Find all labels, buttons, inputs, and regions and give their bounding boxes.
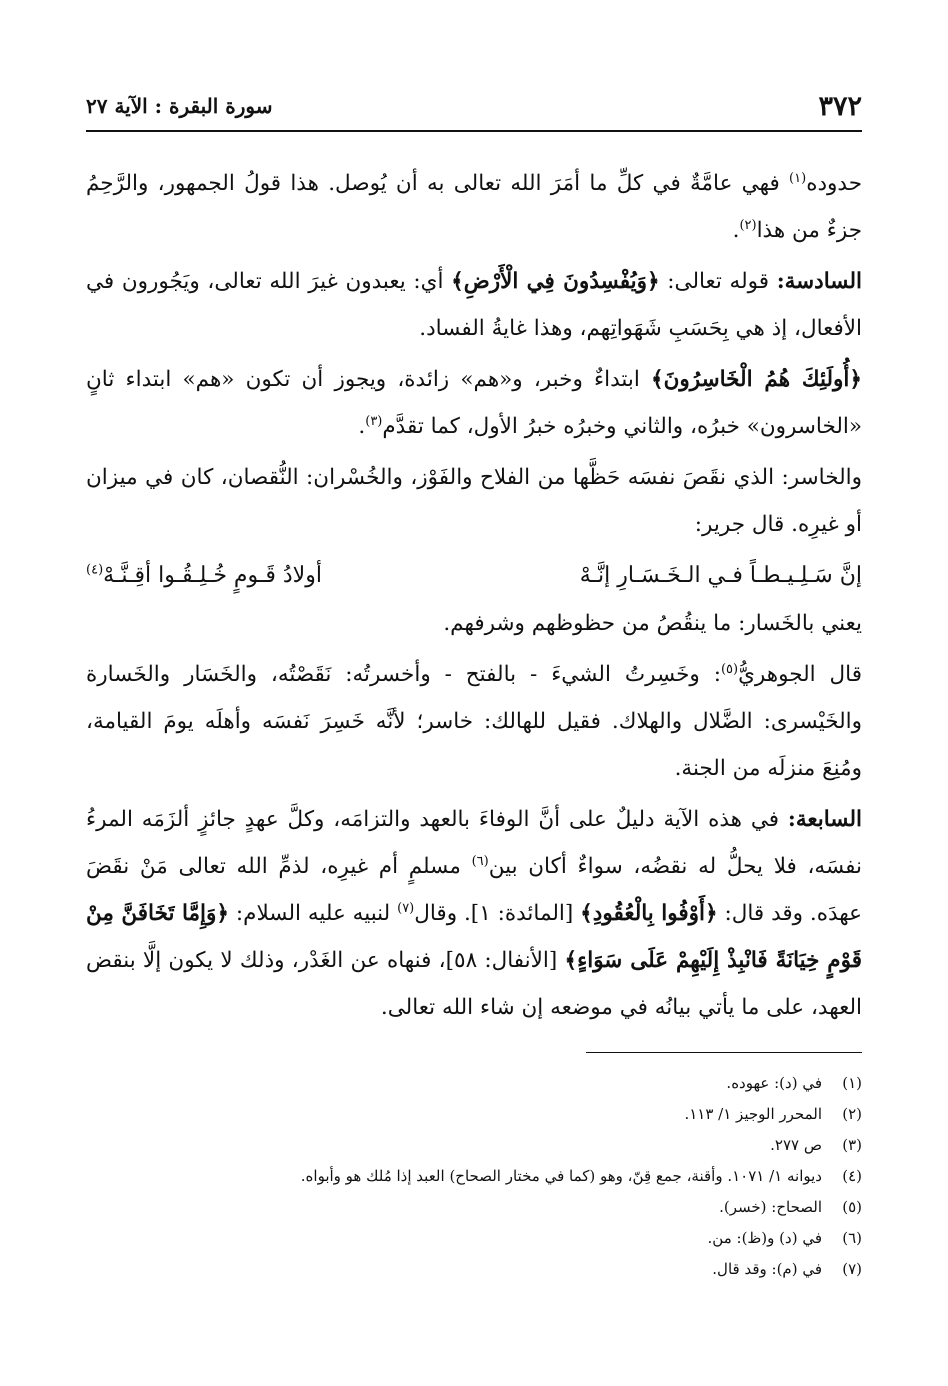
text: مسلمٍ أم غيرِه، لذمِّ الله تعالى مَنْ نقَضَ عهدَه. وقد قال: <box>86 854 863 926</box>
paragraph-khasir <box>86 454 862 548</box>
section-lead: السادسة: <box>776 269 862 294</box>
footnote-number: (١) <box>842 1074 862 1092</box>
footnote-text: المحرر الوجيز ١/ ١١٣. <box>684 1105 822 1123</box>
paragraph-sixth <box>86 258 862 352</box>
footnote-text: ص ٢٧٧. <box>770 1136 822 1154</box>
footnote <box>86 1068 862 1099</box>
text: يعني بالخَسار: ما ينقُصُ من حظوظهم وشرفهم. <box>443 611 862 636</box>
text: . <box>358 414 366 439</box>
text: في هذه الآية دليلٌ على أنَّ الوفاءَ بالعهد والتزامَه، وكلَّ عهدٍ جائزٍ ألزَمَه المرءُ نفسَه، فلا يحلُّ له نقضُه، سواءٌ أكان بين <box>86 807 862 879</box>
footnote-text: في (د) و(ظ): من. <box>707 1229 822 1247</box>
text: [الأنفال: ٥٨]، فنهاه عن الغَدْر، وذلك لا يكون إلَّا بنقض العهد، على ما يأتي بيانُه في موضعه إن شاء الله تعالى. <box>86 948 862 1020</box>
footnote-ref-3[interactable]: (٣) <box>365 413 383 429</box>
running-title: سورة البقرة : الآية ٢٧ <box>86 94 273 118</box>
footnote-text: في (د): عهوده. <box>726 1074 822 1092</box>
footnote-ref-4[interactable]: (٤) <box>86 562 104 578</box>
section-lead: السابعة: <box>787 807 862 832</box>
footnote <box>86 1099 862 1130</box>
quran-quote: ﴿وَإِمَّا تَخَافَنَّ مِنْ قَوْمٍ خِيَانَةً فَانْبِذْ إِلَيْهِمْ عَلَى سَوَاءٍ﴾ <box>86 901 862 973</box>
main-text <box>86 160 862 1035</box>
text: ابتداءٌ وخبر، و«هم» زائدة، ويجوز أن تكون «هم» ابتداء ثانٍ «الخاسرون» خبرُه، والثاني وخبرُه خبرُ الأول، كما تقدَّم <box>86 367 862 439</box>
footnote <box>86 1192 862 1223</box>
paragraph-jawhari <box>86 651 862 792</box>
quran-quote: ﴿أَوْفُوا بِالْعُقُودِ﴾ <box>580 901 718 926</box>
verse-hemistich-2: أولادُ قَـومٍ خُـلِـقُـوا أقِـنَّـهْ <box>103 563 322 588</box>
footnote-ref-7[interactable]: (٧) <box>397 900 415 916</box>
footnote <box>86 1223 862 1254</box>
footnote <box>86 1161 862 1192</box>
text: [المائدة: ١]. وقال <box>414 901 581 926</box>
text: أي: يعبدون غيرَ الله تعالى، ويَجُورون في الأفعال، إذ هي بِحَسَبِ شَهَواتِهم، وهذا غايةُ الفساد. <box>86 269 862 341</box>
footnote-number: (٢) <box>842 1105 862 1123</box>
paragraph-grammar <box>86 356 862 450</box>
footnote-number: (٧) <box>842 1260 862 1278</box>
text: قوله تعالى: <box>659 269 777 294</box>
footnote-number: (٣) <box>842 1136 862 1154</box>
text: : وخَسِرتُ الشيءَ - بالفتح - وأخسرتُه: نَقَصْتُه، والخَسَار والخَسارة والخَيْسرى: الضَّلال والهلاك. فقيل للهالك: خاسر؛ لأنَّه خَسِرَ نَفسَه وأهلَه يومَ القيامة، ومُنِعَ منزلَه من الجنة. <box>86 662 862 781</box>
quran-quote: ﴿أُولَئِكَ هُمُ الْخَاسِرُونَ﴾ <box>650 367 862 392</box>
footnote-ref-5[interactable]: (٥) <box>720 661 739 677</box>
page-number: ٣٧٢ <box>818 90 862 122</box>
footnote-number: (٥) <box>842 1198 862 1216</box>
page-header <box>86 86 862 126</box>
footnote-separator <box>586 1052 862 1053</box>
paragraph-seventh <box>86 796 862 1031</box>
footnote-ref-1[interactable]: (١) <box>789 170 807 186</box>
text: قال الجوهريُّ <box>738 662 862 687</box>
footnote-ref-6[interactable]: (٦) <box>471 853 489 869</box>
footnotes <box>86 1068 862 1285</box>
header-rule <box>86 130 862 132</box>
footnote-text: الصحاح: (خسر). <box>719 1198 822 1216</box>
paragraph-explain <box>86 600 862 647</box>
footnote-ref-2[interactable]: (٢) <box>739 217 757 233</box>
footnote-text: ديوانه ١/ ١٠٧١. وأقنة، جمع قِنّ، وهو (كما في مختار الصحاح) العبد إذا مُلك هو وأبواه. <box>300 1167 822 1185</box>
text: والخاسر: الذي نقَصَ نفسَه حَظَّها من الفلاح والفَوْز، والخُسْران: النُّقصان، كان في ميزان أو غيرِه. قال جرير: <box>86 465 862 537</box>
text: فهي عامَّةٌ في كلِّ ما أمَرَ الله تعالى به أن يُوصل. هذا قولُ الجمهور، والرَّحِمُ جزءٌ من هذا <box>86 171 862 243</box>
paragraph-1 <box>86 160 862 254</box>
footnote <box>86 1130 862 1161</box>
verse-hemistich-2-wrap <box>86 552 322 600</box>
footnote <box>86 1254 862 1285</box>
text: لنبيه عليه السلام: <box>229 901 398 926</box>
quran-quote: ﴿وَيُفْسِدُونَ فِي الْأَرْضِ﴾ <box>451 269 660 294</box>
text: . <box>732 218 740 243</box>
footnote-text: في (م): وقد قال. <box>712 1260 822 1278</box>
footnote-number: (٦) <box>842 1229 862 1247</box>
poetry-verse <box>86 552 862 600</box>
footnote-number: (٤) <box>842 1167 862 1185</box>
verse-hemistich-1: إنَّ سَـلِـيـطـاً فـي الـخَـسَـارِ إنَّـهْ <box>579 563 862 588</box>
text: حدوده <box>806 171 862 196</box>
